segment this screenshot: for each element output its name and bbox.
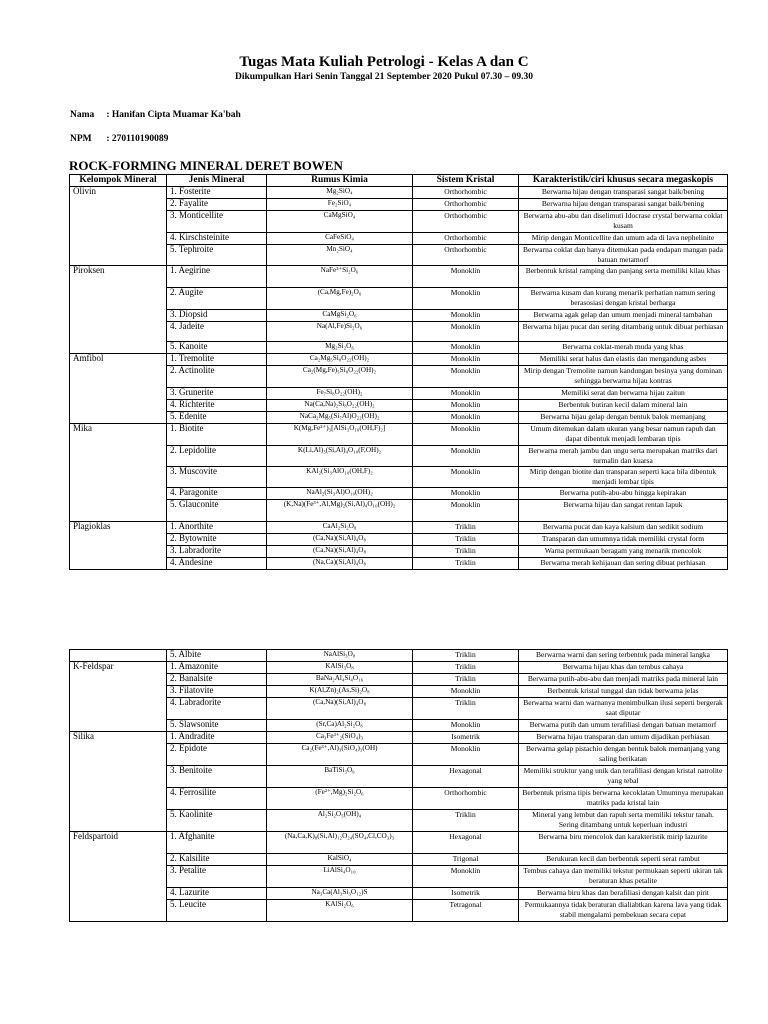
cell-mineral: 5. Kaolinite — [167, 810, 267, 832]
cell-formula: K(Li,Al)₃(Si,Al)₄O₁₀(F,OH)₂ — [267, 446, 413, 467]
npm-value: : 270110190089 — [106, 134, 169, 144]
cell-description: Berwarna biru mencolok dan karakteristik mirip lazurite — [519, 832, 728, 854]
cell-system: Hexagonal — [413, 832, 519, 854]
cell-description: Tembus cahaya dan memiliki tekstur permukaan seperti ukiran tak beraturan khas petalite — [519, 866, 728, 888]
cell-mineral: 1. Aegirine — [167, 266, 267, 288]
table-row — [70, 534, 728, 546]
cell-mineral: 2. Fayalite — [167, 199, 267, 211]
table-row — [70, 446, 728, 467]
cell-description: Berwarna merah kehijauan dan sering dibuat perhiasan — [519, 558, 728, 570]
table-row — [70, 233, 728, 245]
cell-system: Monoklin — [413, 388, 519, 400]
cell-formula: (Ca,Na)(Si,Al)₄O₈ — [267, 534, 413, 546]
cell-mineral: 3. Filatovite — [167, 686, 267, 698]
cell-description: Berwarna hijau gelap dengan bentuk balok memanjang — [519, 412, 728, 424]
cell-system: Orthorhombic — [413, 199, 519, 211]
cell-mineral: 1. Amazonite — [167, 662, 267, 674]
table-row — [70, 400, 728, 412]
cell-system: Hexagonal — [413, 766, 519, 788]
table-row — [70, 900, 728, 922]
cell-description: Warna permukaan beragam yang menarik mencolok — [519, 546, 728, 558]
cell-mineral: 1. Afghanite — [167, 832, 267, 854]
table-row — [70, 720, 728, 732]
cell-system: Monoklin — [413, 720, 519, 732]
cell-description: Transparan dan umumnya tidak memiliki crystal form — [519, 534, 728, 546]
table-row — [70, 412, 728, 424]
table-row — [70, 558, 728, 570]
cell-description: Berbentuk kristal tunggal dan tidak berwarna jelas — [519, 686, 728, 698]
cell-description: Berwarna hijau transparan dan umum dijadikan perhiasan — [519, 732, 728, 744]
cell-system: Orthorhombic — [413, 245, 519, 266]
cell-mineral: 4. Ferrosilite — [167, 788, 267, 810]
table-row — [70, 744, 728, 766]
table-row — [70, 500, 728, 522]
cell-system: Monoklin — [413, 310, 519, 322]
cell-system: Monoklin — [413, 412, 519, 424]
header-jenis-mineral: Jenis Mineral — [167, 175, 267, 187]
cell-description: Mineral yang lembut dan rapuh serta memiliki tekstur tanah. Sering ditambang untuk keperluan industri — [519, 810, 728, 832]
cell-mineral: 4. Andesine — [167, 558, 267, 570]
cell-description: Berwarna merah jambu dan ungu serta merupakan matriks dari turmalin dan kuarsa — [519, 446, 728, 467]
table-row — [70, 342, 728, 354]
cell-mineral: 2. Epidote — [167, 744, 267, 766]
table-row — [70, 322, 728, 342]
cell-formula: NaAl₂(Si₃Al)O₁₀(OH)₂ — [267, 488, 413, 500]
npm-label: NPM — [70, 134, 92, 144]
table-row — [70, 698, 728, 720]
cell-group — [70, 650, 167, 662]
cell-formula: CaMgSiO₄ — [267, 211, 413, 233]
cell-group: Piroksen — [70, 266, 167, 354]
cell-description: Berwarna gelap pistachio dengan bentuk balok memanjang yang saling berikatan — [519, 744, 728, 766]
cell-mineral: 5. Tephroite — [167, 245, 267, 266]
cell-description: Berwarna hijau dan sangat rentan lapuk — [519, 500, 728, 522]
cell-formula: KAl₂(Si₃AlO₁₀(OH,F)₂ — [267, 467, 413, 488]
cell-mineral: 3. Diopsid — [167, 310, 267, 322]
cell-formula: Na(Al,Fe)Si₂O₆ — [267, 322, 413, 342]
table-row — [70, 199, 728, 211]
table-row — [70, 810, 728, 832]
cell-description: Berwarna kusam dan kurang menarik perhatian namun sering berasosiasi dengan kristal berharga — [519, 288, 728, 310]
cell-formula: Na(Ca,Na)₂Si₈O₂₂(OH)₂ — [267, 400, 413, 412]
cell-formula: NaFe³⁺Si₂O₆ — [267, 266, 413, 288]
cell-description: Umum ditemukan dalam ukuran yang besar namun rapuh dan dapat dibentuk menjadi lembaran tipis — [519, 424, 728, 446]
table-row — [70, 187, 728, 199]
cell-formula: NaAlSi₃O₈ — [267, 650, 413, 662]
cell-system: Monoklin — [413, 400, 519, 412]
cell-description: Berbentuk prisma tipis berwarna kecoklatan Umumnya merupakan matriks pada kristal lain — [519, 788, 728, 810]
cell-formula: Fe₂SiO₄ — [267, 199, 413, 211]
table-row — [70, 686, 728, 698]
cell-group: Feldspartoid — [70, 832, 167, 922]
cell-system: Isometrik — [413, 888, 519, 900]
cell-formula: Ca₂Mg₅Si₈O₂₂(OH)₂ — [267, 354, 413, 366]
cell-mineral: 4. Richterite — [167, 400, 267, 412]
table-row — [70, 888, 728, 900]
cell-mineral: 3. Monticellite — [167, 211, 267, 233]
cell-system: Monoklin — [413, 366, 519, 388]
cell-system: Isometrik — [413, 732, 519, 744]
cell-system: Triklin — [413, 522, 519, 534]
cell-formula: NaCa₂Mg₅(Si₇Al)O₂₂(OH)₂ — [267, 412, 413, 424]
mineral-table-page1 — [69, 174, 728, 570]
cell-system: Monoklin — [413, 288, 519, 310]
cell-mineral: 3. Muscovite — [167, 467, 267, 488]
cell-formula: Ca₂(Mg,Fe)₅Si₈O₂₂(OH)₂ — [267, 366, 413, 388]
cell-mineral: 3. Grunerite — [167, 388, 267, 400]
table-row — [70, 424, 728, 446]
cell-mineral: 2. Lepidolite — [167, 446, 267, 467]
cell-formula: Fe₇Si₈O₂₂(OH)₂ — [267, 388, 413, 400]
cell-system: Monoklin — [413, 686, 519, 698]
cell-description: Berukuran kecil dan berbentuk seperti serat rambut — [519, 854, 728, 866]
table-row — [70, 832, 728, 854]
table-row — [70, 788, 728, 810]
cell-mineral: 2. Actinolite — [167, 366, 267, 388]
cell-mineral: 5. Leucite — [167, 900, 267, 922]
table-row — [70, 854, 728, 866]
cell-description: Berwarna abu-abu dan diselimuti Idocrase crystal berwarna coklat kusam — [519, 211, 728, 233]
table-row — [70, 732, 728, 744]
header-kelompok-mineral: Kelompok Mineral — [70, 175, 167, 187]
name-value: : Hanifan Cipta Muamar Ka'bah — [106, 110, 241, 120]
cell-description: Berwarna biru khas dan berafiliasi dengan kalsit dan pirit — [519, 888, 728, 900]
cell-description: Berwarna agak gelap dan umum menjadi mineral tambahan — [519, 310, 728, 322]
section-title: ROCK-FORMING MINERAL DERET BOWEN — [69, 158, 343, 173]
page-title: Tugas Mata Kuliah Petrologi - Kelas A dan C — [239, 54, 529, 70]
table-row — [70, 245, 728, 266]
cell-system: Monoklin — [413, 467, 519, 488]
cell-mineral: 3. Benitoite — [167, 766, 267, 788]
cell-description: Berwarna coklat dan hanya ditemukan pada endapan mangan pada batuan metamorf — [519, 245, 728, 266]
cell-group: Silika — [70, 732, 167, 832]
cell-mineral: 1. Fosterite — [167, 187, 267, 199]
name-field — [70, 110, 241, 120]
cell-description: Permukaannya tidak beraturan dialiabtkan karena lava yang tidak stabil mengalami pembekuan secara cepat — [519, 900, 728, 922]
cell-formula: CaFeSiO₄ — [267, 233, 413, 245]
cell-formula: Mg₂SiO₄ — [267, 187, 413, 199]
cell-mineral: 2. Kalsilite — [167, 854, 267, 866]
table-row — [70, 674, 728, 686]
cell-formula: (Ca,Mg,Fe)₂O₆ — [267, 288, 413, 310]
table-row — [70, 866, 728, 888]
cell-formula: (Ca,Na)(Si,Al)₄O₈ — [267, 546, 413, 558]
cell-description: Berwarna hijau dengan transparasi sangat baik/bening — [519, 187, 728, 199]
table-row — [70, 310, 728, 322]
cell-description: Memiliki serat halus dan elastis dan mengandung asbes — [519, 354, 728, 366]
cell-mineral: 4. Jadeite — [167, 322, 267, 342]
cell-mineral: 4. Paragonite — [167, 488, 267, 500]
cell-description: Memiliki serat dan berwarna hijau zaitun — [519, 388, 728, 400]
cell-system: Monoklin — [413, 322, 519, 342]
table-row — [70, 288, 728, 310]
header-rumus-kimia: Rumus Kimia — [267, 175, 413, 187]
cell-description: Mirip dengan biotite dan transparan seperti kaca bila dibentuk menjadi lembar tipis — [519, 467, 728, 488]
cell-formula: CaMgSi₂O₆ — [267, 310, 413, 322]
cell-formula: BaTiSi₃O₉ — [267, 766, 413, 788]
cell-mineral: 1. Anorthite — [167, 522, 267, 534]
cell-system: Trigonal — [413, 854, 519, 866]
table-row — [70, 522, 728, 534]
cell-mineral: 3. Labradorite — [167, 546, 267, 558]
table-row — [70, 546, 728, 558]
cell-mineral: 1. Tremolite — [167, 354, 267, 366]
cell-mineral: 4. Kirschsteinite — [167, 233, 267, 245]
cell-system: Monoklin — [413, 266, 519, 288]
mineral-table-page2 — [69, 649, 728, 922]
cell-system: Monoklin — [413, 354, 519, 366]
table-row — [70, 354, 728, 366]
cell-description: Berwarna putih dan umum terafiliasi dengan batuan metamorf — [519, 720, 728, 732]
cell-system: Monoklin — [413, 500, 519, 522]
cell-formula: Na₃Ca(Al₃Si₃O₁₂)S — [267, 888, 413, 900]
cell-system: Monoklin — [413, 424, 519, 446]
cell-description: Berbentuk butiran kecil dalam mineral lain — [519, 400, 728, 412]
cell-formula: Ca₃Fe³⁺₂(SiO₄)₃ — [267, 732, 413, 744]
cell-formula: (K,Na)(Fe³⁺,Al,Mg)₂(Si,Al)₄O₁₀(OH)₂ — [267, 500, 413, 522]
table-row — [70, 766, 728, 788]
cell-system: Monoklin — [413, 342, 519, 354]
cell-system: Orthorhombic — [413, 187, 519, 199]
cell-system: Triklin — [413, 674, 519, 686]
cell-description: Berwarna coklat-merah muda yang khas — [519, 342, 728, 354]
cell-description: Berwarna pucat dan kaya kalsium dan sedikit sodium — [519, 522, 728, 534]
cell-formula: (Sr,Ca)Al₂Si₂O₈ — [267, 720, 413, 732]
cell-formula: K(Mg,Fe²⁺)₃[AlSi₃O₁₀(OH,F)₂] — [267, 424, 413, 446]
cell-system: Orthorhombic — [413, 233, 519, 245]
cell-description: Memiliki struktur yang unik dan terafiliasi dengan kristal natrolite yang tebal — [519, 766, 728, 788]
cell-description: Berwarna warni dan warnanya menimbulkan ilusi seperti bergerak saat diputar — [519, 698, 728, 720]
table-row — [70, 388, 728, 400]
cell-formula: BaNa₂Al₄Si₄O₁₆ — [267, 674, 413, 686]
cell-system: Orthorhombic — [413, 211, 519, 233]
cell-formula: LiAlSi₄O₁₀ — [267, 866, 413, 888]
header-sistem-kristal: Sistem Kristal — [413, 175, 519, 187]
cell-description: Berwarna hijau khas dan tembus cahaya — [519, 662, 728, 674]
cell-mineral: 2. Bytownite — [167, 534, 267, 546]
cell-formula: (Ca,Na)(Si,Al)₄O₈ — [267, 698, 413, 720]
cell-formula: (Na,Ca)(Si,Al)₄O₈ — [267, 558, 413, 570]
cell-group: Mika — [70, 424, 167, 522]
table-row — [70, 366, 728, 388]
cell-mineral: 4. Labradorite — [167, 698, 267, 720]
cell-system: Triklin — [413, 534, 519, 546]
cell-formula: KAlSi₃O₈ — [267, 662, 413, 674]
table-row — [70, 662, 728, 674]
cell-mineral: 2. Banalsite — [167, 674, 267, 686]
cell-formula: Mg₂Si₂O₆ — [267, 342, 413, 354]
cell-formula: KalSiO₄ — [267, 854, 413, 866]
cell-description: Berwarna putih-abu-abu hingga kepirakan — [519, 488, 728, 500]
cell-description: Berwarna hijau pucat dan sering ditambang untuk dibuat perhiasan — [519, 322, 728, 342]
cell-formula: KAlSi₂O₆ — [267, 900, 413, 922]
cell-system: Triklin — [413, 698, 519, 720]
cell-mineral: 5. Albite — [167, 650, 267, 662]
cell-mineral: 5. Slawsonite — [167, 720, 267, 732]
cell-system: Triklin — [413, 662, 519, 674]
cell-formula: Ca₂(Fe³⁺,Al)₃(SiO₄)₃(OH) — [267, 744, 413, 766]
table-row — [70, 488, 728, 500]
cell-system: Monoklin — [413, 744, 519, 766]
cell-formula: Al₂Si₂O₅(OH)₄ — [267, 810, 413, 832]
cell-system: Monoklin — [413, 866, 519, 888]
cell-group: Olivin — [70, 187, 167, 266]
cell-mineral: 5. Kanoite — [167, 342, 267, 354]
cell-formula: CaAl₂Si₂O₈ — [267, 522, 413, 534]
cell-mineral: 3. Petalite — [167, 866, 267, 888]
cell-description: Mirip dengan Tremolite namun kandungan besinya yang dominan sehingga berwarna hijau kontras — [519, 366, 728, 388]
cell-system: Triklin — [413, 810, 519, 832]
cell-mineral: 2. Augite — [167, 288, 267, 310]
table-row — [70, 266, 728, 288]
cell-system: Triklin — [413, 558, 519, 570]
cell-system: Orthorhombic — [413, 788, 519, 810]
cell-mineral: 1. Biotite — [167, 424, 267, 446]
cell-description: Berwarna hijau dengan transparasi sangat baik/bening — [519, 199, 728, 211]
cell-system: Monoklin — [413, 488, 519, 500]
cell-description: Berwarna warni dan sering terbentuk pada mineral langka — [519, 650, 728, 662]
cell-system: Tetragonal — [413, 900, 519, 922]
cell-description: Mirip dengan Monticellite dan umum ada di lava nephelinite — [519, 233, 728, 245]
cell-mineral: 5. Glauconite — [167, 500, 267, 522]
table-row — [70, 650, 728, 662]
cell-group: Amfibol — [70, 354, 167, 424]
cell-mineral: 1. Andradite — [167, 732, 267, 744]
table-header-row — [70, 175, 728, 187]
page-subtitle: Dikumpulkan Hari Senin Tanggal 21 September 2020 Pukul 07.30 – 09.30 — [234, 72, 534, 82]
npm-field — [70, 134, 168, 144]
table-row — [70, 467, 728, 488]
table-row — [70, 211, 728, 233]
cell-formula: (Fe²⁺,Mg)₂Si₂O₆ — [267, 788, 413, 810]
cell-description: Berwarna putih-abu-abu dan menjadi matriks pada mineral lain — [519, 674, 728, 686]
cell-formula: (Na,Ca,K)₈(Si,Al)₁₂O₂₄(SO₄,Cl,CO₃)₃ — [267, 832, 413, 854]
cell-system: Monoklin — [413, 446, 519, 467]
cell-description: Berbentuk kristal ramping dan panjang serta memiliki kilau khas — [519, 266, 728, 288]
name-label: Nama — [70, 110, 95, 120]
cell-system: Triklin — [413, 546, 519, 558]
cell-formula: K(Al,Zn)₂(As,Si)₂O₈ — [267, 686, 413, 698]
cell-system: Triklin — [413, 650, 519, 662]
cell-group: Plagioklas — [70, 522, 167, 570]
header-karakteristik: Karakteristik/ciri khusus secara megaskopis — [519, 175, 728, 187]
cell-mineral: 4. Lazurite — [167, 888, 267, 900]
cell-mineral: 5. Edenite — [167, 412, 267, 424]
cell-formula: Mn₂SiO₄ — [267, 245, 413, 266]
cell-group: K-Feldspar — [70, 662, 167, 732]
